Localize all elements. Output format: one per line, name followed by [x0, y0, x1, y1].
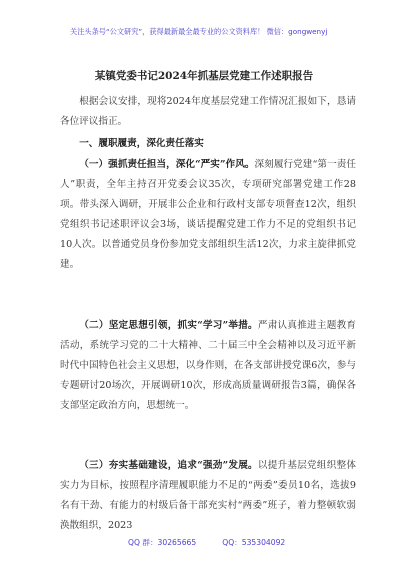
- paragraph-text: 严肃认真推进主题教育活动，系统学习党的二十大精神、二十届三中全会精神以及习近平新时代中国特色社会主义思想，以身作则，在各支部讲授党课6次，参与专题研讨20场次，开展调研10次，形成高质量调研报告3篇，确保各支部坚定政治方向，思想统一。: [60, 320, 356, 411]
- section-heading-1: [60, 134, 356, 154]
- document-title: 某镇党委书记2024年抓基层党建工作述职报告: [94, 70, 314, 82]
- intro-paragraph: [60, 92, 356, 132]
- paragraph-text: 以提升基层党组织整体实力为目标，按照程序清理履职能力不足的“两委”委员10名，选拔9名有干劲、有能力的村级后备干部充实村“两委”班子，着力整顿软弱涣散组织，2023: [60, 460, 356, 531]
- paragraph-text: 深刻履行党建“第一责任人”职责，全年主持召开党委会议35次，专项研究部署党建工作28项。带头深入调研，开展非公企业和行政村支部专项督查12次，组织党组织书记述职评议会3场，谈话提醒党建工作力不足的党组织书记10人次。以普通党员身份参加党支部组织生活12次，力求主旋律抓党建。: [60, 159, 356, 270]
- watermark-footer: [128, 537, 285, 548]
- paragraph-1: [60, 155, 356, 275]
- paragraph-lead: （二）坚定思想引领，抓实“学习”举措。: [79, 320, 258, 331]
- watermark-header: 关注头条号“公文研究”，获得最新最全最专业的公文资料库！ 微信：gongwenyj: [70, 27, 328, 36]
- qq-contact-text: QQ：535304092: [222, 538, 286, 547]
- paragraph-lead: （三）夯实基础建设，追求“强劲”发展。: [79, 460, 258, 471]
- paragraph-2: [60, 316, 356, 416]
- section-heading-text: 一、履职履责，深化责任落实: [79, 138, 204, 149]
- qq-group-text: QQ 群：30265665: [128, 538, 197, 547]
- paragraph-lead: （一）强抓责任担当，深化“严实”作风。: [79, 159, 255, 170]
- intro-text: 根据会议安排，现将2024年度基层党建工作情况汇报如下，恳请各位评议指正。: [60, 96, 356, 127]
- paragraph-3: [60, 456, 356, 536]
